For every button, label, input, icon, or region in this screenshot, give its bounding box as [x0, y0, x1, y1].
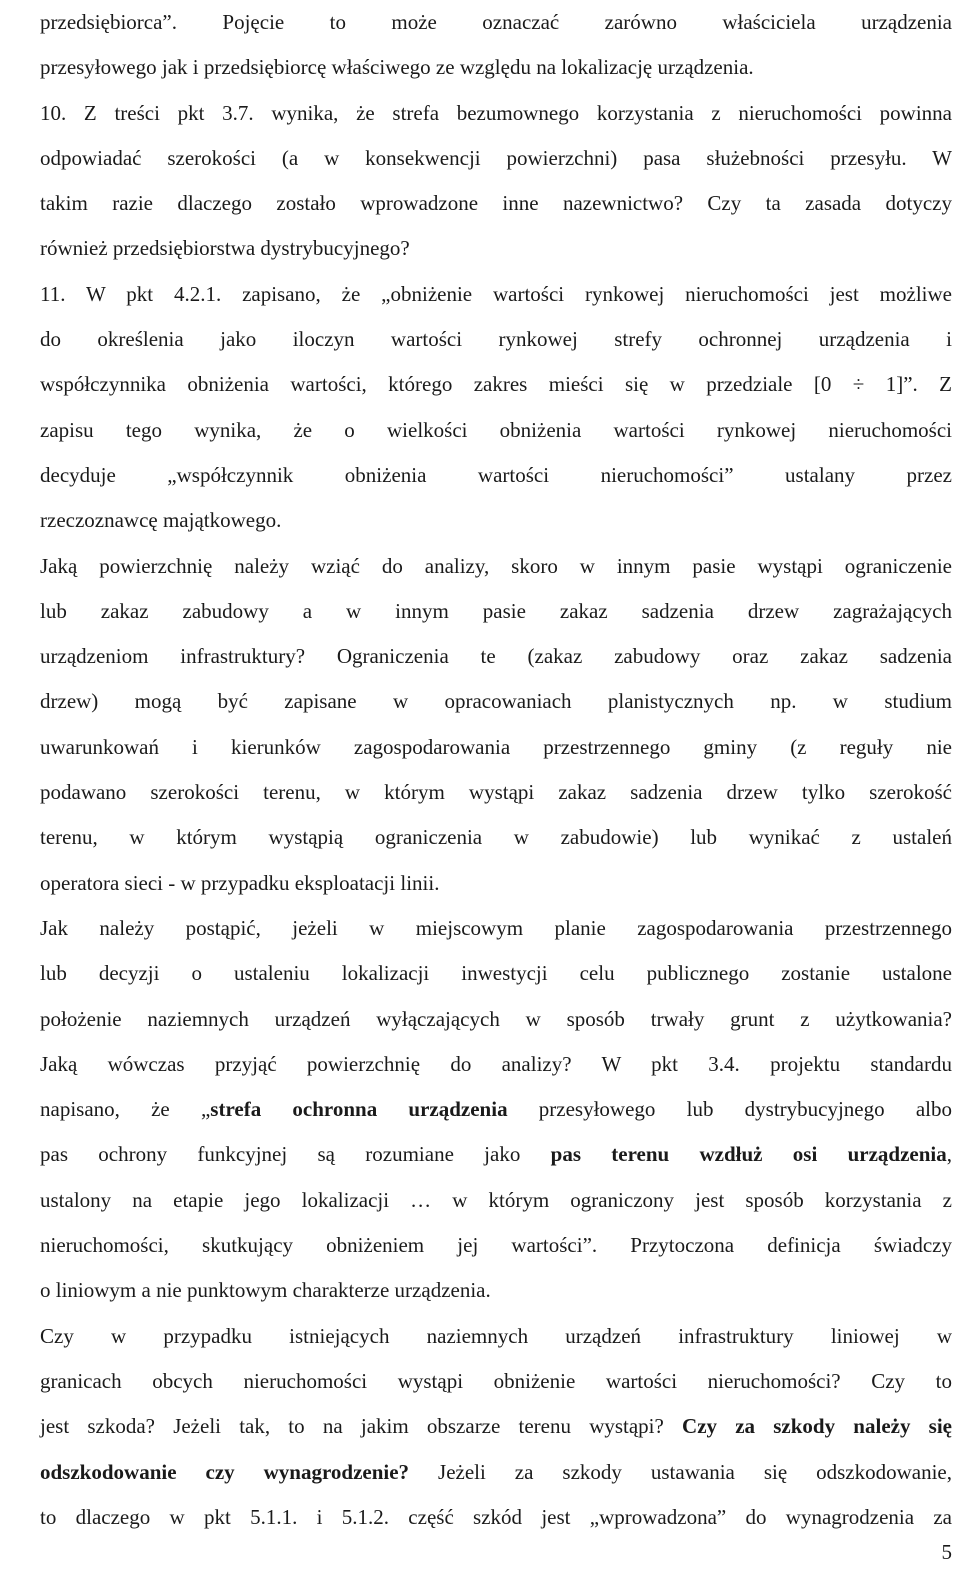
text-line: decyduje „współczynnik obniżenia wartości nieruchomości” ustalany przez: [40, 462, 952, 487]
text-line: [40, 1132, 952, 1177]
text-line: [40, 1087, 952, 1132]
bold-text: pas terenu wzdłuż osi urządzenia: [550, 1142, 947, 1167]
text-line: urządzeniom infrastruktury? Ograniczenia te (zakaz zabudowy oraz zakaz sadzenia: [40, 644, 952, 669]
text-line: takim razie dlaczego zostało wprowadzone inne nazewnictwo? Czy ta zasada dotyczy: [40, 191, 952, 216]
text-line: Jaką powierzchnię należy wziąć do analizy, skoro w innym pasie wystąpi ograniczenie: [40, 553, 952, 578]
text-line: Czy w przypadku istniejących naziemnych urządzeń infrastruktury liniowej w: [40, 1323, 952, 1348]
text-line: ustalony na etapie jego lokalizacji … w którym ograniczony jest sposób korzystania z: [40, 1187, 952, 1212]
text-line: [40, 1450, 952, 1495]
text-line: podawano szerokości terenu, w którym wystąpi zakaz sadzenia drzew tylko szerokość: [40, 780, 952, 805]
text-line: granicach obcych nieruchomości wystąpi obniżenie wartości nieruchomości? Czy to: [40, 1368, 952, 1393]
text-line: terenu, w którym wystąpią ograniczenia w zabudowie) lub wynikać z ustaleń: [40, 825, 952, 850]
text-line: zapisu tego wynika, że o wielkości obniżenia wartości rynkowej nieruchomości: [40, 417, 952, 442]
document-page: [40, 0, 952, 1540]
text-run: pas ochrony funkcyjnej są rozumiane jako: [40, 1142, 551, 1167]
text-line: 11. W pkt 4.2.1. zapisano, że „obniżenie wartości rynkowej nieruchomości jest możliwe: [40, 281, 952, 306]
text-line: drzew) mogą być zapisane w opracowaniach planistycznych np. w studium: [40, 689, 952, 714]
text-run: jest szkoda? Jeżeli tak, to na jakim obszarze terenu wystąpi?: [40, 1414, 683, 1439]
text-run: Jeżeli za szkody ustawania się odszkodowanie,: [409, 1459, 952, 1484]
text-line: rzeczoznawcę majątkowego.: [40, 508, 282, 533]
bold-text: Czy za szkody należy się: [682, 1414, 952, 1439]
text-line: odpowiadać szerokości (a w konsekwencji powierzchni) pasa służebności przesyłu. W: [40, 145, 952, 170]
text-run: napisano, że „: [40, 1097, 211, 1122]
text-line: uwarunkowań i kierunków zagospodarowania przestrzennego gminy (z reguły nie: [40, 734, 952, 759]
text-line: operatora sieci - w przypadku eksploatacji linii.: [40, 870, 440, 895]
text-line: 10. Z treści pkt 3.7. wynika, że strefa bezumownego korzystania z nieruchomości powinna: [40, 100, 952, 125]
text-line: Jak należy postąpić, jeżeli w miejscowym planie zagospodarowania przestrzennego: [40, 915, 952, 940]
text-run: ,: [946, 1142, 953, 1167]
text-line: Jaką wówczas przyjąć powierzchnię do analizy? W pkt 3.4. projektu standardu: [40, 1051, 952, 1076]
text-line: również przedsiębiorstwa dystrybucyjnego?: [40, 236, 410, 261]
text-line: do określenia jako iloczyn wartości rynkowej strefy ochronnej urządzenia i: [40, 327, 952, 352]
text-line: lub zakaz zabudowy a w innym pasie zakaz sadzenia drzew zagrażających: [40, 598, 952, 623]
text-line: to dlaczego w pkt 5.1.1. i 5.1.2. część szkód jest „wprowadzona” do wynagrodzenia za: [40, 1504, 952, 1529]
text-line: [40, 1404, 952, 1449]
text-line: nieruchomości, skutkujący obniżeniem jej wartości”. Przytoczona definicja świadczy: [40, 1233, 952, 1258]
text-line: przesyłowego jak i przedsiębiorcę właściwego ze względu na lokalizację urządzenia.: [40, 55, 754, 80]
text-line: o liniowym a nie punktowym charakterze urządzenia.: [40, 1278, 491, 1303]
text-line: położenie naziemnych urządzeń wyłączających w sposób trwały grunt z użytkowania?: [40, 1006, 952, 1031]
text-line: lub decyzji o ustaleniu lokalizacji inwestycji celu publicznego zostanie ustalone: [40, 961, 952, 986]
text-line: współczynnika obniżenia wartości, którego zakres mieści się w przedziale [0 ÷ 1]”. Z: [40, 372, 952, 397]
bold-text: strefa ochronna urządzenia: [210, 1097, 508, 1122]
bold-text: odszkodowanie czy wynagrodzenie?: [40, 1459, 410, 1484]
text-line: przedsiębiorca”. Pojęcie to może oznaczać zarówno właściciela urządzenia: [40, 10, 952, 34]
page-number: 5: [941, 1540, 952, 1564]
text-run: przesyłowego lub dystrybucyjnego albo: [507, 1097, 952, 1122]
